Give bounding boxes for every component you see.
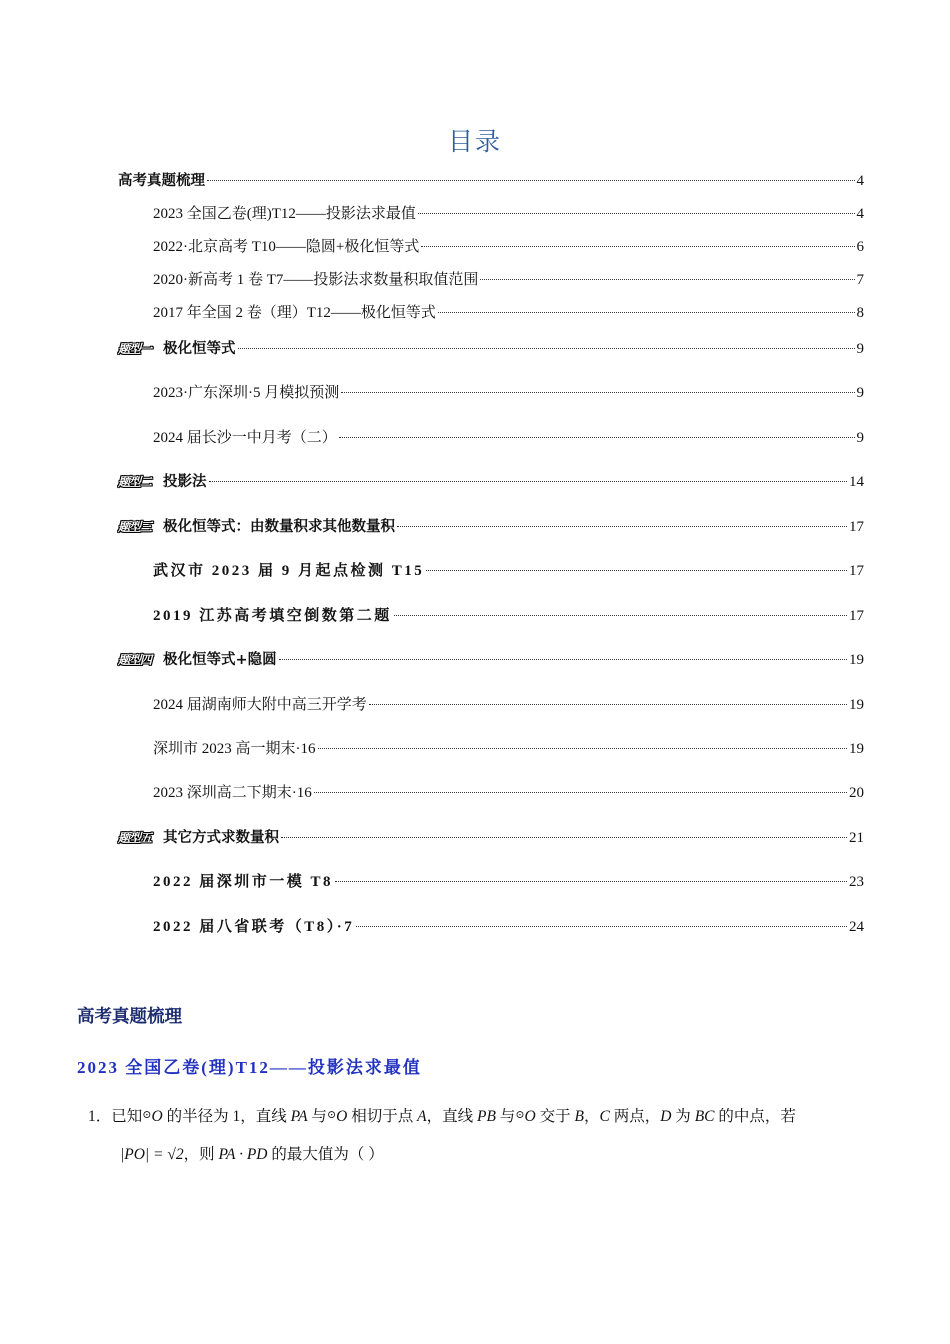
toc-entry[interactable] [118,171,864,191]
toc-page-number: 17 [849,608,864,624]
question-type-badge: 题型二 [118,475,152,489]
toc-entry-label [118,339,236,359]
toc-entry-text: 高考真题梳理 [118,173,205,189]
toc-entry-label [118,828,279,848]
problem-text: ，直线 [426,1108,477,1125]
toc-entry-text: 极化恒等式：由数量积求其他数量积 [163,519,396,535]
toc-entry[interactable] [153,739,864,759]
toc-entry[interactable] [118,517,864,537]
problem-text: 与 [307,1108,327,1125]
toc-entry[interactable] [153,383,864,403]
question-type-badge: 题型四 [118,653,152,667]
toc-entry[interactable] [118,472,864,492]
problem-text: 与 [495,1108,516,1125]
toc-page-number: 7 [856,272,864,288]
toc-dot-leader [209,481,847,482]
toc-entry-label [153,303,436,323]
toc-entry[interactable] [153,606,864,626]
toc-entry-text: 2023·广东深圳·5 月模拟预测 [153,385,340,401]
toc-page-number: 9 [856,430,864,446]
toc-entry-text: 极化恒等式+隐圆 [163,652,277,668]
toc-entry-label [153,695,367,715]
question-type-badge: 题型五 [118,831,152,845]
toc-entry-label [153,917,354,937]
toc-page-number: 19 [849,741,864,757]
var-d: D [660,1108,672,1125]
toc-dot-leader [394,615,847,616]
toc-page-number: 21 [849,830,864,846]
var-pa: PA [290,1108,308,1125]
toc-entry-label [153,270,478,290]
toc-entry[interactable] [118,650,864,670]
toc-page-number: 19 [849,697,864,713]
toc-dot-leader [418,213,855,214]
var-o: O [151,1108,163,1125]
problem-line-2 [88,1136,868,1174]
problem-text: ，则 [183,1146,219,1163]
toc-page-number: 23 [849,874,864,890]
var-a: A [417,1108,427,1125]
toc-entry-label [118,171,205,191]
toc-entry-text: 2019 江苏高考填空倒数第二题 [153,608,392,624]
toc-entry[interactable] [153,917,864,937]
toc-entry-text: 2024 届湖南师大附中高三开学考 [153,697,367,713]
toc-entry-text: 武汉市 2023 届 9 月起点检测 T15 [153,563,425,579]
circle-symbol: ⊙ [142,1109,152,1121]
toc-page-number: 4 [856,206,864,222]
toc-entry[interactable] [153,783,864,803]
problem-text: 交于 [535,1108,575,1125]
toc-entry-label [118,472,207,492]
toc-entry-text: 2024 届长沙一中月考（二） [153,430,337,446]
toc-entry-text: 其它方式求数量积 [163,830,280,846]
problem-number: 1． [88,1108,112,1125]
var-pb: PB [476,1108,496,1125]
toc-dot-leader [281,837,847,838]
toc-entry-label [153,237,419,257]
var-c: C [599,1108,610,1125]
toc-title: 目录 [447,127,502,156]
toc-entry-label [118,517,395,537]
toc-entry[interactable] [153,561,864,581]
toc-dot-leader [438,312,855,313]
toc-page-number: 8 [856,305,864,321]
problem-text: 的最大值为（ ） [267,1146,384,1163]
toc-entry-label [118,650,277,670]
toc-page-number: 6 [856,239,864,255]
problem-text: 为 [671,1108,695,1125]
toc-entry-text: 2022·北京高考 T10——隐圆+极化恒等式 [153,239,420,255]
toc-entry-label [153,383,339,403]
toc-entry-label [153,561,424,581]
toc-entry[interactable] [118,339,864,359]
var-o: O [524,1108,536,1125]
toc-entry-label [153,204,416,224]
var-o: O [336,1108,348,1125]
toc-dot-leader [279,659,847,660]
toc-entry-text: 2020·新高考 1 卷 T7——投影法求数量积取值范围 [153,272,479,288]
toc-dot-leader [335,881,847,882]
question-type-badge: 题型一 [118,342,152,356]
var-b: B [574,1108,584,1125]
var-bc: BC [694,1108,715,1125]
toc-entry-text: 2023 深圳高二下期末·16 [153,785,312,801]
toc-entry-text: 2022 届深圳市一模 T8 [153,874,334,890]
toc-entry[interactable] [153,872,864,892]
toc-entry-text: 投影法 [163,474,207,490]
circle-symbol: ⊙ [326,1109,337,1121]
toc-entry[interactable] [153,695,864,715]
toc-entry-text: 2022 届八省联考（T8）·7 [153,919,355,935]
toc-page-number: 14 [849,474,864,490]
toc-dot-leader [369,704,847,705]
problem-text: 已知 [111,1108,143,1125]
toc-entry-text: 极化恒等式 [163,341,236,357]
question-type-badge: 题型三 [118,520,152,534]
toc-dot-leader [480,279,854,280]
problem-text: 相切于点 [347,1108,418,1125]
toc-entry-label [153,783,312,803]
toc-page-number: 20 [849,785,864,801]
toc-entry-label [153,872,333,892]
toc-entry[interactable] [153,204,864,224]
toc-page-number: 9 [856,385,864,401]
toc-page-number: 9 [856,341,864,357]
toc-entry-label [153,606,392,626]
toc-entry[interactable] [118,828,864,848]
toc-entry[interactable] [153,237,864,257]
toc-dot-leader [238,348,855,349]
toc-page-number: 24 [849,919,864,935]
toc-entry-text: 2017 年全国 2 卷（理）T12——极化恒等式 [153,305,436,321]
problem-text: ， [583,1108,600,1125]
toc-dot-leader [339,437,855,438]
toc-dot-leader [314,792,847,793]
toc-dot-leader [341,392,854,393]
toc-page-number: 17 [849,563,864,579]
toc-dot-leader [397,526,847,527]
toc-entry-label [153,739,316,759]
dot-product-expression: PA · PD [218,1146,268,1163]
toc-dot-leader [207,180,855,181]
toc-entry[interactable] [153,303,864,323]
toc-entry[interactable] [153,428,864,448]
toc-dot-leader [356,926,847,927]
problem-1 [88,1096,868,1174]
problem-text: 的中点，若 [714,1108,796,1125]
problem-text: 两点， [609,1108,661,1125]
toc-entry[interactable] [153,270,864,290]
abs-po-expression: |PO| = √2 [120,1146,184,1163]
problem-text: 的半径为 1，直线 [162,1108,291,1125]
toc-entry-label [153,428,337,448]
toc-dot-leader [426,570,847,571]
subsection-heading: 2023 全国乙卷(理)T12——投影法求最值 [77,1058,422,1077]
toc-dot-leader [421,246,854,247]
circle-symbol: ⊙ [515,1109,525,1121]
toc-dot-leader [318,748,848,749]
toc-page-number: 19 [849,652,864,668]
toc-page-number: 17 [849,519,864,535]
toc-entry-text: 深圳市 2023 高一期末·16 [153,741,316,757]
problem-line-1 [88,1096,868,1136]
toc-page-number: 4 [856,173,864,189]
section-heading: 高考真题梳理 [77,1007,182,1027]
toc-entry-text: 2023 全国乙卷(理)T12——投影法求最值 [153,206,416,222]
